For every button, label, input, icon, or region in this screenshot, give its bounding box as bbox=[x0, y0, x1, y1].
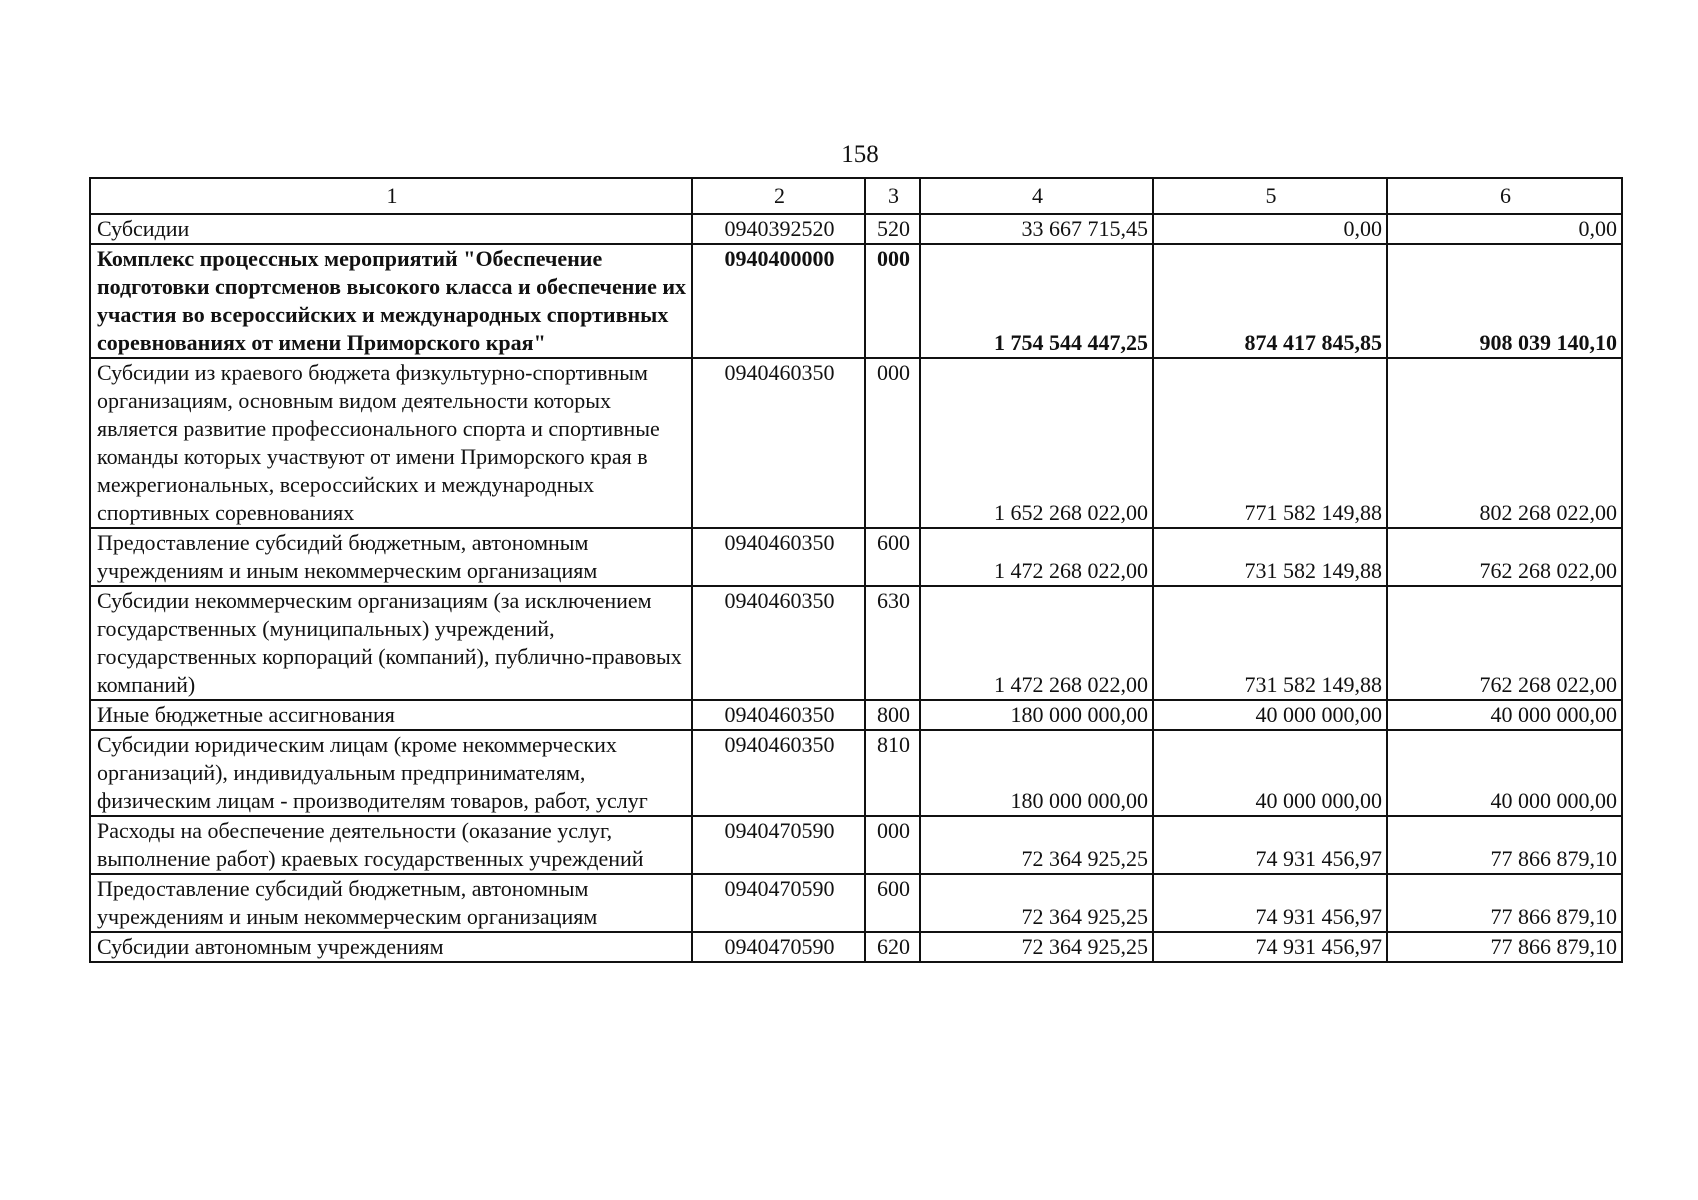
table-row bbox=[90, 700, 1622, 730]
row-amount-col6: 908 039 140,10 bbox=[1387, 244, 1622, 358]
row-target-code: 0940460350 bbox=[692, 528, 865, 586]
row-name: Комплекс процессных мероприятий "Обеспечение подготовки спортсменов высокого класса и обеспечение их участия во всероссийских и международных спортивных соревнованиях от имени Приморского края" bbox=[90, 244, 692, 358]
row-amount-col5: 40 000 000,00 bbox=[1153, 730, 1387, 816]
row-amount-col6: 40 000 000,00 bbox=[1387, 700, 1622, 730]
table-row bbox=[90, 528, 1622, 586]
row-amount-col6: 802 268 022,00 bbox=[1387, 358, 1622, 528]
row-target-code: 0940470590 bbox=[692, 874, 865, 932]
row-amount-col6: 40 000 000,00 bbox=[1387, 730, 1622, 816]
row-target-code: 0940460350 bbox=[692, 358, 865, 528]
budget-table bbox=[89, 177, 1623, 963]
row-name: Расходы на обеспечение деятельности (оказание услуг, выполнение работ) краевых государственных учреждений bbox=[90, 816, 692, 874]
row-amount-col4: 1 754 544 447,25 bbox=[920, 244, 1153, 358]
row-amount-col4: 1 652 268 022,00 bbox=[920, 358, 1153, 528]
row-target-code: 0940460350 bbox=[692, 586, 865, 700]
table-row bbox=[90, 586, 1622, 700]
row-amount-col6: 77 866 879,10 bbox=[1387, 874, 1622, 932]
row-name: Субсидии автономным учреждениям bbox=[90, 932, 692, 962]
row-amount-col6: 77 866 879,10 bbox=[1387, 932, 1622, 962]
row-amount-col5: 771 582 149,88 bbox=[1153, 358, 1387, 528]
row-name: Иные бюджетные ассигнования bbox=[90, 700, 692, 730]
row-target-code: 0940400000 bbox=[692, 244, 865, 358]
column-header-2: 2 bbox=[692, 178, 865, 214]
row-amount-col4: 72 364 925,25 bbox=[920, 816, 1153, 874]
row-amount-col5: 0,00 bbox=[1153, 214, 1387, 244]
table-row bbox=[90, 358, 1622, 528]
table-row bbox=[90, 932, 1622, 962]
table-row bbox=[90, 730, 1622, 816]
page-number: 158 bbox=[841, 141, 879, 168]
table-row bbox=[90, 244, 1622, 358]
row-amount-col5: 731 582 149,88 bbox=[1153, 528, 1387, 586]
row-amount-col4: 180 000 000,00 bbox=[920, 700, 1153, 730]
row-amount-col4: 33 667 715,45 bbox=[920, 214, 1153, 244]
row-target-code: 0940392520 bbox=[692, 214, 865, 244]
row-expense-type: 600 bbox=[865, 528, 920, 586]
row-amount-col4: 1 472 268 022,00 bbox=[920, 528, 1153, 586]
row-name: Субсидии bbox=[90, 214, 692, 244]
row-target-code: 0940470590 bbox=[692, 932, 865, 962]
row-name: Субсидии юридическим лицам (кроме некоммерческих организаций), индивидуальным предпринимателям, физическим лицам - производителям товаров, работ, услуг bbox=[90, 730, 692, 816]
row-expense-type: 600 bbox=[865, 874, 920, 932]
row-expense-type: 000 bbox=[865, 358, 920, 528]
row-expense-type: 630 bbox=[865, 586, 920, 700]
header-row bbox=[90, 178, 1622, 214]
row-amount-col6: 762 268 022,00 bbox=[1387, 586, 1622, 700]
row-expense-type: 800 bbox=[865, 700, 920, 730]
row-amount-col4: 72 364 925,25 bbox=[920, 932, 1153, 962]
row-amount-col4: 72 364 925,25 bbox=[920, 874, 1153, 932]
row-amount-col6: 762 268 022,00 bbox=[1387, 528, 1622, 586]
table-row bbox=[90, 816, 1622, 874]
row-expense-type: 000 bbox=[865, 816, 920, 874]
row-name: Предоставление субсидий бюджетным, автономным учреждениям и иным некоммерческим организациям bbox=[90, 874, 692, 932]
row-expense-type: 810 bbox=[865, 730, 920, 816]
row-amount-col5: 731 582 149,88 bbox=[1153, 586, 1387, 700]
row-amount-col5: 74 931 456,97 bbox=[1153, 874, 1387, 932]
row-target-code: 0940470590 bbox=[692, 816, 865, 874]
row-target-code: 0940460350 bbox=[692, 700, 865, 730]
row-amount-col5: 874 417 845,85 bbox=[1153, 244, 1387, 358]
row-amount-col4: 1 472 268 022,00 bbox=[920, 586, 1153, 700]
column-header-3: 3 bbox=[865, 178, 920, 214]
column-header-1: 1 bbox=[90, 178, 692, 214]
row-amount-col5: 74 931 456,97 bbox=[1153, 932, 1387, 962]
row-amount-col5: 40 000 000,00 bbox=[1153, 700, 1387, 730]
row-name: Субсидии некоммерческим организациям (за исключением государственных (муниципальных) учреждений, государственных корпораций (компаний), публично-правовых компаний) bbox=[90, 586, 692, 700]
row-expense-type: 000 bbox=[865, 244, 920, 358]
column-header-5: 5 bbox=[1153, 178, 1387, 214]
table-row bbox=[90, 874, 1622, 932]
row-name: Предоставление субсидий бюджетным, автономным учреждениям и иным некоммерческим организациям bbox=[90, 528, 692, 586]
row-amount-col5: 74 931 456,97 bbox=[1153, 816, 1387, 874]
column-header-6: 6 bbox=[1387, 178, 1622, 214]
row-amount-col4: 180 000 000,00 bbox=[920, 730, 1153, 816]
row-expense-type: 520 bbox=[865, 214, 920, 244]
column-header-4: 4 bbox=[920, 178, 1153, 214]
row-amount-col6: 0,00 bbox=[1387, 214, 1622, 244]
row-expense-type: 620 bbox=[865, 932, 920, 962]
row-target-code: 0940460350 bbox=[692, 730, 865, 816]
row-amount-col6: 77 866 879,10 bbox=[1387, 816, 1622, 874]
table-row bbox=[90, 214, 1622, 244]
row-name: Субсидии из краевого бюджета физкультурно-спортивным организациям, основным видом деятельности которых является развитие профессионального спорта и спортивные команды которых участвуют от имени Приморского края в межрегиональных, всероссийских и международных спортивных соревнованиях bbox=[90, 358, 692, 528]
